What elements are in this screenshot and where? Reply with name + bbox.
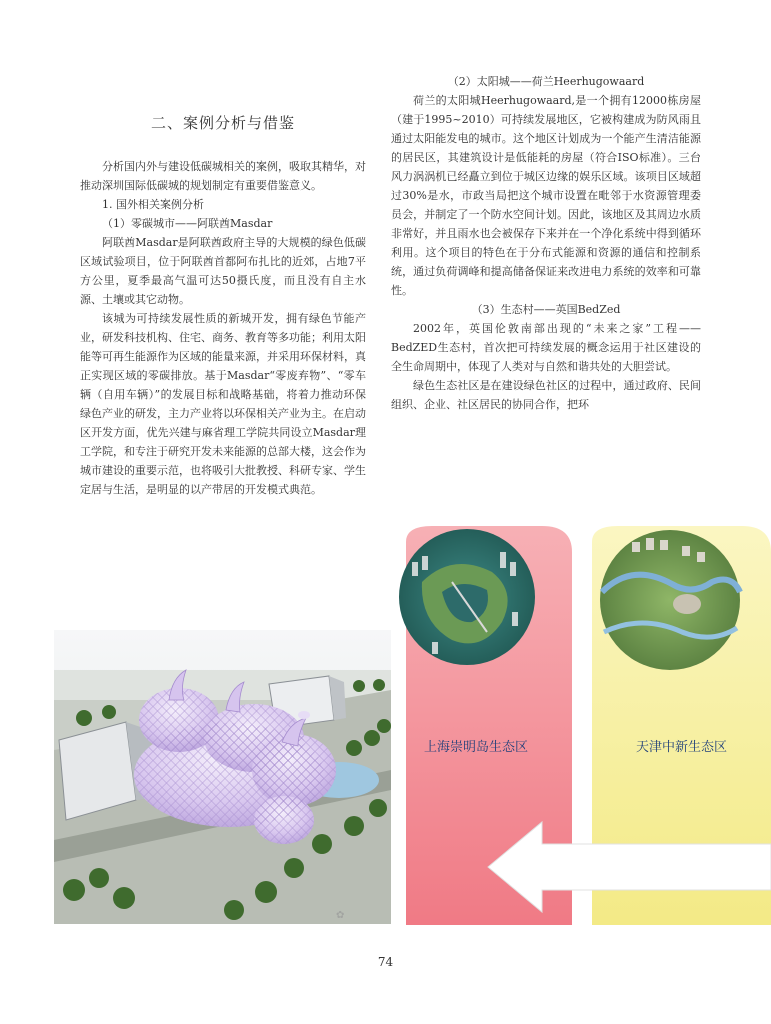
masdar-heading: （1）零碳城市——阿联酋Masdar (102, 217, 273, 230)
svg-text:✿: ✿ (336, 910, 345, 921)
masdar-paragraph-1: 阿联酋Masdar是阿联酋政府主导的大规模的绿色低碳区域试验项目，位于阿联酋首都阿布扎比的近郊，占地7平方公里，夏季最高气温可达50摄氏度，而且没有自主水源、土壤或其它动物。 (80, 236, 366, 306)
bedzed-heading: （3）生态村——英国BedZed (471, 303, 621, 316)
solar-city-heading: （2）太阳城——荷兰Heerhugowaard (447, 75, 645, 88)
tianjin-eco-city-label: 天津中新生态区 (636, 740, 728, 755)
page-number: 74 (377, 955, 394, 969)
left-column (80, 112, 366, 499)
bedzed-paragraph-2: 绿色生态社区是在建设绿色社区的过程中，通过政府、民间组织、企业、社区居民的协同合作，把环 (391, 379, 701, 411)
section-title: 二、案例分析与借鉴 (150, 114, 295, 132)
shanghai-chongming-label: 上海崇明岛生态区 (424, 740, 529, 755)
bedzed-paragraph-1: 2002年，英国伦敦南部出现的“未来之家”工程——BedZED生态村，首次把可持续发展的概念运用于社区建设的全生命周期中，体现了人类对与自然和谐共处的大胆尝试。 (391, 322, 701, 373)
masdar-paragraph-2: 该城为可持续发展性质的新城开发，拥有绿色节能产业，研发科技机构、住宅、商务、教育等多功能；利用太阳能等可再生能源作为区域的能量来源，并采用环保材料，真正实现区域的零碳排放。基于Masdar“零废弃物”、“零车辆（自用车辆）”的发展目标和战略基础，将着力推动环保绿色产业的研发，主力产业将以环保相关产业为主。在启动区开发方面，优先兴建与麻省理工学院共同设立Masdar理工学院，和专注于研究开发未来能源的总部大楼，这会作为城市建设的重要示范，也将吸引大批教授、科研专家、学生定居与生活，是明显的以产带居的开发模式典范。 (80, 312, 366, 496)
solar-city-paragraph: 荷兰的太阳城Heerhugowaard,是一个拥有12000栋房屋（建于1995~2010）可持续发展地区，它被构建成为防风雨且通过太阳能发电的城市。这个地区计划成为一个能产生清洁能源的居民区，其建筑设计是低能耗的房屋（符合ISO标准）。三台风力涡涡机已经矗立到位于城区边缘的娱乐区域。该项目区域超过30%是水，市政当局把这个城市设置在毗邻于水资源管理委员会，并制定了一个防水空间计划。因此，该地区及其周边水质非常好，并且雨水也会被保存下来并在一个净化系统中得到循环利用。这个项目的特色在于分布式能源和资源的通信和控制系统，通过负荷调峰和提高储备保证来改进电力系统的效率和可靠性。 (391, 94, 701, 297)
eco-zone-comparison-graphic (392, 522, 771, 925)
masdar-building-rendering (54, 630, 391, 924)
eco-zone-illustration (392, 522, 771, 925)
intro-paragraph: 分析国内外与建设低碳城相关的案例，吸取其精华，对推动深圳国际低碳城的规划制定有重要借鉴意义。 (80, 160, 366, 192)
masdar-rendering-illustration (54, 630, 391, 924)
right-column (391, 72, 701, 414)
subsection-heading-foreign-cases: 1. 国外相关案例分析 (102, 198, 204, 211)
